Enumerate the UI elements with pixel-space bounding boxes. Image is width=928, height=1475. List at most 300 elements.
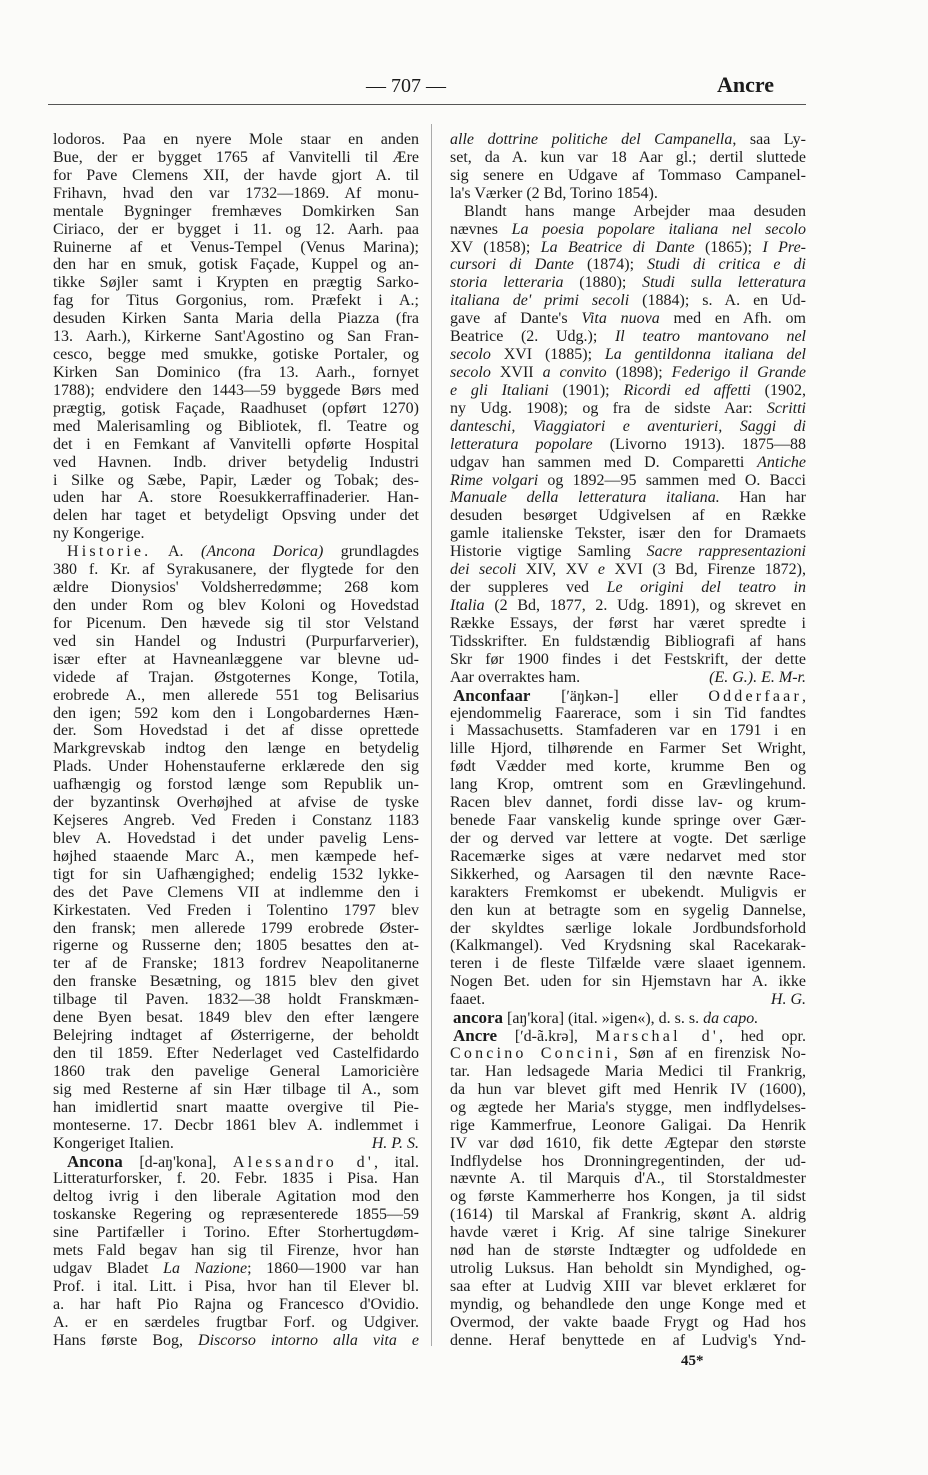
text-run: ter af de Franske; 1813 fordrev Neapolitanerne xyxy=(53,955,419,973)
text-line xyxy=(450,489,806,507)
text-line xyxy=(450,203,806,221)
entry-paragraph xyxy=(450,1009,806,1027)
text-line xyxy=(53,507,419,525)
text-line xyxy=(450,1188,806,1206)
italic-run: alle dottrine politiche del Campanella xyxy=(450,131,733,148)
text-run: A. xyxy=(151,543,201,561)
italic-run: e gli Italiani xyxy=(450,381,549,399)
text-run: ; 1860—1900 var han xyxy=(247,1260,419,1278)
text-run: deltog ivrig i den liberale Agitation mod den xyxy=(53,1188,419,1206)
text-line xyxy=(53,884,419,902)
text-run: han imidlertid snart maatte overgive til Pie- xyxy=(53,1098,419,1116)
text-line xyxy=(450,830,806,848)
text-line xyxy=(450,740,806,758)
text-line xyxy=(450,418,806,436)
text-line xyxy=(53,310,419,328)
text-run: udgav han sammen med D. Comparetti xyxy=(450,453,758,471)
text-line xyxy=(53,1099,419,1117)
text-line xyxy=(450,1170,806,1188)
text-run: Kejseres Angreb. Ved Freden i Constanz 1183 xyxy=(53,812,419,830)
text-run: 13. Aarh.), Kirkerne Sant'Agostino og San Fran- xyxy=(53,328,419,346)
text-line xyxy=(53,167,419,185)
italic-run: Studi sulla letteratura xyxy=(642,274,807,292)
text-run: for Picenum. Den hævede sig til stor Velstand xyxy=(53,614,419,632)
text-run: karakters Fremkomst er ubekendt. Muligvis er xyxy=(450,883,806,901)
italic-run: Ricordi ed affetti xyxy=(623,381,751,399)
text-run: [ʹd-ã.krə], xyxy=(497,1028,596,1046)
italic-run: Rime volgari xyxy=(450,471,539,489)
text-line xyxy=(53,937,419,955)
text-line xyxy=(53,328,419,346)
text-line xyxy=(450,884,806,902)
text-line xyxy=(450,1027,806,1045)
text-line xyxy=(53,221,419,239)
text-line xyxy=(450,1332,806,1350)
text-run: 380 f. Kr. af Syrakusanere, der flygtede for den xyxy=(53,561,419,579)
text-line xyxy=(450,292,806,310)
text-run: IV var død 1610, fik dette Ægtepar den største xyxy=(450,1134,806,1152)
text-line xyxy=(450,1260,806,1278)
italic-run: La Nazione xyxy=(163,1260,248,1278)
text-run: da hun var blevet gift med Henrik IV (1600), xyxy=(450,1080,806,1098)
text-line xyxy=(450,1153,806,1171)
text-run: prægtig, gotisk Façade, Raadhuset (opført 1270) xyxy=(53,399,419,417)
text-line xyxy=(450,274,806,292)
text-line xyxy=(450,561,806,579)
text-line xyxy=(53,597,419,615)
headword: Anconfaar xyxy=(453,685,531,705)
text-line xyxy=(53,1135,419,1153)
text-run: saa efter at Ludvig XIII var blevet erklæret for xyxy=(450,1278,806,1295)
text-run: med Malerisamling og Bibliotek, fl. Teatre og xyxy=(53,417,419,435)
text-run: (Livorno 1913). 1875—88 xyxy=(592,435,807,453)
text-line xyxy=(53,472,419,490)
running-head: Ancre xyxy=(717,72,775,97)
text-line xyxy=(53,203,419,221)
text-run: Indflydelse hos Dronningregentinden, der ud- xyxy=(450,1152,806,1170)
text-run: , Søn af en firenzisk No- xyxy=(613,1045,806,1063)
text-line xyxy=(53,1224,419,1242)
text-run: Markgrevskab indtog den længe en betydelig xyxy=(53,740,419,758)
text-line xyxy=(53,615,419,633)
header-rule xyxy=(48,104,806,105)
spaced-run: Marschal d' xyxy=(595,1028,719,1046)
text-run: XVI (1885); xyxy=(490,346,605,364)
text-line xyxy=(53,1188,419,1206)
text-run: Sikkerhed, og Aarsagen til den nævnte Race- xyxy=(450,865,806,883)
text-line xyxy=(53,758,419,776)
text-run: erobrede A., men allerede 551 tog Belisarius xyxy=(53,686,419,704)
text-run: udgav Bladet xyxy=(53,1260,164,1278)
text-line xyxy=(450,955,806,973)
spaced-run: Concino Concini xyxy=(450,1045,614,1063)
text-run: og ægtede her Maria's stygge, men indflydelses- xyxy=(450,1098,806,1116)
text-run: mets Fald begav han sig til Firenze, hvor han xyxy=(53,1242,419,1260)
text-line xyxy=(53,149,419,167)
text-run: Kongeriget Italien. xyxy=(53,1134,174,1152)
text-line xyxy=(450,1296,806,1314)
text-line xyxy=(53,131,419,149)
italic-run: Manuale della letteratura italiana. xyxy=(450,489,720,507)
page-number: — 707 — xyxy=(366,75,446,97)
text-line xyxy=(53,1278,419,1296)
text-run: ny Kongerige. xyxy=(53,525,145,543)
text-run: Belejring indtaget af Østerrigerne, der beholdt xyxy=(53,1027,419,1045)
text-line xyxy=(53,812,419,830)
text-run: Hans første Bog, xyxy=(53,1331,199,1349)
text-run: Prof. i ital. Litt. i Pisa, hvor han til Elever bl. xyxy=(53,1278,419,1295)
text-run: Kirkestaten. Ved Freden i Tolentino 1797 blev xyxy=(53,901,419,919)
text-line xyxy=(53,1045,419,1063)
text-line xyxy=(450,131,806,149)
text-run: cesco, begge med smukke, gotiske Portaler, og xyxy=(53,346,419,364)
text-line xyxy=(53,239,419,257)
text-line xyxy=(53,669,419,687)
text-line xyxy=(450,1242,806,1260)
text-run: (1880); xyxy=(563,274,643,292)
right-column xyxy=(450,131,806,1350)
italic-run: Antiche xyxy=(757,453,806,471)
italic-run: e xyxy=(597,561,605,579)
text-run: Kirken San Dominico (fra 13. Aarh., fornyet xyxy=(53,363,419,381)
text-line xyxy=(53,1081,419,1099)
text-line xyxy=(450,472,806,490)
italic-run: Scritti xyxy=(766,399,806,417)
text-line xyxy=(53,489,419,507)
italic-run: danteschi, Viaggiatori e aventurieri, Saggi di xyxy=(450,417,806,435)
text-run: der suppleres ved xyxy=(450,579,607,597)
italic-run: storia letteraria xyxy=(450,274,564,292)
text-run: tar. Han ledsagede Maria Medici til Frankrig, xyxy=(450,1062,806,1080)
text-line xyxy=(53,1332,419,1350)
text-run: Ciriaco, der er bygget i 11. og 12. Aarh. paa xyxy=(53,220,419,238)
text-line xyxy=(450,167,806,185)
entry-paragraph xyxy=(53,1153,419,1350)
italic-run: Federigo il Grande xyxy=(671,363,807,381)
text-run: der skyldtes særlige lokale Jordbundsforhold xyxy=(450,919,806,937)
text-line xyxy=(53,1206,419,1224)
text-run: denne. Heraf benyttede en af Ludvig's Ynd- xyxy=(450,1331,806,1349)
text-line xyxy=(53,418,419,436)
text-run: uafhængig og forstod længe som Republik un- xyxy=(53,776,419,794)
text-line xyxy=(53,633,419,651)
text-line xyxy=(53,525,419,543)
text-line xyxy=(450,185,806,203)
text-run: toskanske Regering og repræsenterede 1855—59 xyxy=(53,1206,419,1224)
text-line xyxy=(450,328,806,346)
text-run: Række Essays, der først har været spredte i xyxy=(450,614,806,632)
text-line xyxy=(450,1278,806,1296)
text-line xyxy=(450,920,806,938)
text-line xyxy=(450,937,806,955)
text-line xyxy=(450,1081,806,1099)
text-run: XVI (3 Bd, Firenze 1872), xyxy=(605,561,806,579)
text-run: (1865); xyxy=(694,238,763,256)
text-run: lang Krop, omtrent som en Grævlingehund. xyxy=(450,776,806,794)
text-line xyxy=(450,1045,806,1063)
text-line xyxy=(450,507,806,525)
text-run: , ital. xyxy=(373,1153,419,1171)
text-line xyxy=(53,991,419,1009)
text-run: XV (1858); xyxy=(450,238,541,256)
text-line xyxy=(450,436,806,454)
text-line xyxy=(450,902,806,920)
text-line xyxy=(450,400,806,418)
text-run: ejendommelig Faarerace, som i sin Tid fandtes xyxy=(450,704,806,722)
text-run: nød han de største Indtægter og udfoldede en xyxy=(450,1242,806,1260)
text-run: i Massachusetts. Stamfaderen var en 1791 i en xyxy=(450,722,806,740)
entry-paragraph xyxy=(450,687,806,1010)
text-line xyxy=(450,239,806,257)
text-run: rigerne og Russerne den; 1805 besattes den at- xyxy=(53,937,419,955)
text-run: videde af Trajan. Østgoternes Konge, Totila, xyxy=(53,668,419,686)
text-run: [aŋ'kora] (ital. »igen«), d. s. s. xyxy=(503,1010,704,1028)
text-line xyxy=(450,705,806,723)
italic-run: italiana de' primi secoli xyxy=(450,292,630,310)
text-run: dene Byen besat. 1849 blev den efter længere xyxy=(53,1009,419,1027)
text-line xyxy=(450,1135,806,1153)
text-run: Ruinerne af et Venus-Tempel (Venus Marina); xyxy=(53,238,419,256)
text-run: den franske Besætning, og 1815 blev den givet xyxy=(53,973,419,991)
text-run: 1860 trak den pavelige General Lamoricière xyxy=(53,1062,419,1080)
text-run: Beatrice (2. Udg.); xyxy=(450,328,615,346)
text-run: A. er en særdeles frugtbar Forf. og Udgiver. xyxy=(53,1313,419,1331)
text-line xyxy=(450,221,806,239)
text-line xyxy=(450,1063,806,1081)
signature: (E. G.). E. M-r. xyxy=(709,668,806,686)
text-run: den til 1859. Efter Nederlaget ved Castelfidardo xyxy=(53,1045,419,1063)
text-run: (1884); s. A. en Ud- xyxy=(629,292,807,310)
text-line xyxy=(53,1063,419,1081)
paragraph xyxy=(450,131,806,203)
headword: Ancre xyxy=(453,1026,498,1046)
text-line xyxy=(53,292,419,310)
text-line xyxy=(450,973,806,991)
text-run: myndig, og behandlede den unge Konge med et xyxy=(450,1295,806,1313)
text-run: der byzantinsk Overhøjhed at afvise de tyske xyxy=(53,794,419,812)
text-line xyxy=(53,955,419,973)
text-line xyxy=(53,776,419,794)
text-run: (2 Bd, 1877, 2. Udg. 1891), og skrevet en xyxy=(484,596,806,614)
text-run: født Vædder med korte, krumme Ben og xyxy=(450,758,806,776)
text-run: Litteraturforsker, f. 20. Febr. 1835 i Pisa. Han xyxy=(53,1170,419,1188)
text-line xyxy=(53,579,419,597)
text-line xyxy=(450,866,806,884)
text-run: benede Faar vanskelig kunde springe over Gær- xyxy=(450,812,806,830)
text-line xyxy=(450,794,806,812)
text-run: Racen blev dannet, fordi disse lav- og krum- xyxy=(450,794,806,812)
text-run: Bue, der er bygget 1765 af Vanvitelli til Ære xyxy=(53,148,419,166)
text-run: Nogen Bet. uden for sin Hjemstavn har A. ikke xyxy=(450,973,806,991)
italic-run: Le origini del teatro in xyxy=(606,579,806,597)
text-line xyxy=(450,597,806,615)
text-run: for Pave Clemens XII, der havde gjort A. til xyxy=(53,166,419,184)
text-run: set, da A. kun var 18 Aar gl.; dertil sluttede xyxy=(450,148,806,166)
text-line xyxy=(53,454,419,472)
text-run: Racemærke siges at være nedarvet med stor xyxy=(450,847,806,865)
text-line xyxy=(450,525,806,543)
text-line xyxy=(450,364,806,382)
text-run: (1902, xyxy=(750,381,807,399)
italic-run: dei secoli xyxy=(450,561,517,579)
text-line xyxy=(53,687,419,705)
text-run: med en Afh. om xyxy=(659,310,806,328)
italic-run: letteratura popolare xyxy=(450,435,593,453)
italic-run: (Ancona Dorica) xyxy=(200,543,324,561)
text-run: sine Partifæller i Torino. Efter Storhertugdøm- xyxy=(53,1224,419,1242)
text-run: ved Havnen. Indb. driver betydelig Industri xyxy=(53,453,419,471)
text-line xyxy=(450,812,806,830)
text-run: Plads. Under Hohenstauferne erklærede den sig xyxy=(53,758,419,776)
spaced-run: Odderfaar xyxy=(708,687,802,705)
text-line xyxy=(450,454,806,472)
text-run: , saa Ly- xyxy=(732,131,807,148)
text-run: XIV, XV xyxy=(516,561,598,579)
text-line xyxy=(53,1027,419,1045)
text-run: Historie vigtige Samling xyxy=(450,543,647,561)
text-run: der. Som Hovedstad i det af disse oprettede xyxy=(53,722,419,740)
text-line xyxy=(450,579,806,597)
italic-run: Discorso intorno alla vita e xyxy=(198,1331,420,1349)
text-line xyxy=(53,382,419,400)
signature: H. G. xyxy=(770,991,806,1009)
text-run: , xyxy=(802,687,806,705)
text-run: utrolig Luksus. Han beholdt sin Myndighed, og- xyxy=(450,1260,806,1278)
text-run: højhed staaende Marc A., men kæmpede hef- xyxy=(53,847,419,865)
text-line xyxy=(450,543,806,561)
italic-run: da capo. xyxy=(703,1010,759,1028)
text-run: monteserne. 17. Decbr 1861 blev A. indlemmet i xyxy=(53,1116,419,1134)
text-line xyxy=(450,615,806,633)
text-run: lodoros. Paa en nyere Mole staar en anden xyxy=(53,131,419,148)
text-line xyxy=(450,848,806,866)
text-run: (1898); xyxy=(606,363,672,381)
text-line xyxy=(53,902,419,920)
spaced-run: Historie. xyxy=(67,543,152,561)
text-run: , hed opr. xyxy=(718,1028,806,1046)
text-run: især efter at Havneanlæggene var blevne ud- xyxy=(53,650,419,668)
text-run: a. har haft Pio Rajna og Francesco d'Ovidio. xyxy=(53,1295,419,1313)
text-line xyxy=(53,1117,419,1135)
text-run: Frihavn, hvad den var 1732—1869. Af monu- xyxy=(53,184,419,202)
italic-run: Sacre rappresentazioni xyxy=(646,543,806,561)
text-line xyxy=(450,722,806,740)
paragraph xyxy=(450,203,806,687)
text-run: mentale Bygninger fremhæves Domkirken San xyxy=(53,202,419,220)
text-line xyxy=(53,740,419,758)
text-line xyxy=(53,436,419,454)
text-run: 1788); endvidere den 1443—59 byggede Børs med xyxy=(53,381,419,399)
text-run: [d-aŋ'kona], xyxy=(122,1153,233,1171)
text-run: (1874); xyxy=(573,256,648,274)
text-run: havde været i Krig. Af sine talrige Sinekurer xyxy=(450,1224,806,1242)
text-line xyxy=(53,256,419,274)
text-line xyxy=(53,400,419,418)
text-line xyxy=(450,1009,806,1027)
text-run: den har en smuk, gotisk Façade, Kuppel og an- xyxy=(53,256,419,274)
text-run: ældre Dionysios' Voldsherredømme; 268 kom xyxy=(53,579,419,597)
text-line xyxy=(450,669,806,687)
headword: Ancona xyxy=(67,1151,123,1171)
paragraph xyxy=(53,131,419,543)
text-line xyxy=(450,256,806,274)
text-line xyxy=(53,920,419,938)
text-run: lille Hjord, tilhørende en Farmer Set Wright, xyxy=(450,740,806,758)
text-run: Tidsskrifter. En fuldstændig Bibliografi af hans xyxy=(450,632,806,650)
italic-run: La poesia popolare italiana nel secolo xyxy=(511,220,806,238)
italic-run: secolo xyxy=(450,363,491,381)
text-line xyxy=(450,1224,806,1242)
text-run: ny Udg. 1908); og fra de sidste Aar: xyxy=(450,399,767,417)
text-run: det i en Femkant af Vanvitelli opførte Hospital xyxy=(53,435,419,453)
text-run: grundlagdes xyxy=(323,543,420,561)
text-run: faaet. xyxy=(450,991,486,1009)
text-run: og første Kammerherre hos Kongen, ja til sidst xyxy=(450,1188,806,1206)
text-line xyxy=(450,346,806,364)
text-line xyxy=(450,1314,806,1332)
text-run: [ʹäŋkən-] eller xyxy=(530,687,709,705)
italic-run: a convito xyxy=(542,363,607,381)
text-run: desuden Kirken Santa Maria della Piazza (fra xyxy=(53,310,419,328)
italic-run: Studi di critica e di xyxy=(647,256,806,274)
text-run: og 1892—95 sammen med O. Bacci xyxy=(538,471,807,489)
text-run: Overmod, der vakte baade Frygt og Had hos xyxy=(450,1313,806,1331)
text-line xyxy=(53,543,419,561)
text-line xyxy=(450,1117,806,1135)
entry-paragraph xyxy=(450,1027,806,1350)
text-line xyxy=(53,1009,419,1027)
text-run: (Kalkmangel). Ved Krydsning skal Racekarak- xyxy=(450,937,806,955)
text-run: uden har A. store Roesukkerraffinaderier. Han- xyxy=(53,489,419,507)
text-line xyxy=(450,310,806,328)
italic-run: secolo xyxy=(450,346,491,364)
text-run: XVII xyxy=(490,363,543,381)
text-line xyxy=(53,1242,419,1260)
text-line xyxy=(53,346,419,364)
text-run: tikke Søjler samt i Krypten en prægtig Sarko- xyxy=(53,274,419,292)
text-line xyxy=(450,776,806,794)
text-run: sig senere en Udgave af Tommaso Campanel- xyxy=(450,166,806,184)
signature-mark: 45* xyxy=(681,1353,704,1369)
text-run: Blandt hans mange Arbejder maa desuden xyxy=(464,202,806,220)
column-divider xyxy=(431,124,432,1346)
text-run: ved sin Handel og Industri (Purpurfarverier), xyxy=(53,632,419,650)
text-run: gamle italienske Tekster, især den for Dramaets xyxy=(450,525,806,543)
text-run: nævnte A. til Marquis d'A., til Storstaldmester xyxy=(450,1170,806,1188)
text-run: desuden besørget Udgivelsen af en Række xyxy=(450,507,806,525)
text-line xyxy=(450,1206,806,1224)
text-run: Han har xyxy=(719,489,806,507)
italic-run: Il teatro mantovano nel xyxy=(614,328,807,346)
text-run: teren i de fleste Tilfælde være slaaet igennem. xyxy=(450,955,806,973)
text-run: (1901); xyxy=(548,381,624,399)
text-line xyxy=(53,705,419,723)
italic-run: I Pre- xyxy=(762,238,806,256)
text-run: den fransk; men allerede 1799 erobrede Øster- xyxy=(53,919,419,937)
text-run: i Silke og Sæbe, Papir, Læder og Tobak; des- xyxy=(53,471,419,489)
text-line xyxy=(53,794,419,812)
text-line xyxy=(53,651,419,669)
text-run: den under Rom og blev Koloni og Hovedstad xyxy=(53,596,419,614)
text-run: blev A. Hovedstad i det under pavelig Lens- xyxy=(53,829,419,847)
text-run: tilbage til Paven. 1832—38 holdt Franskmæn- xyxy=(53,991,419,1009)
text-line xyxy=(53,848,419,866)
text-line xyxy=(53,274,419,292)
text-line xyxy=(450,687,806,705)
text-run: den kun at betragte som en sygelig Dannelse, xyxy=(450,901,806,919)
text-line xyxy=(53,1296,419,1314)
text-line xyxy=(53,722,419,740)
